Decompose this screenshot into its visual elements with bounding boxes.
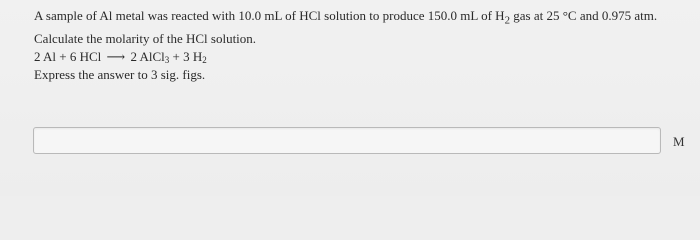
h2-subscript: 2 xyxy=(504,14,510,27)
question-text-line xyxy=(34,7,690,30)
h2-subscript: 2 xyxy=(202,54,207,65)
question-text-part: A sample of Al metal was reacted with 10.0 mL of HCl solution to produce 150.0 mL of H xyxy=(34,8,505,23)
question-prompt xyxy=(34,7,690,84)
answer-row xyxy=(33,127,693,158)
question-text-part: gas at 25 °C and 0.975 atm. xyxy=(510,8,658,23)
answer-instruction: Express the answer to 3 sig. figs. xyxy=(34,66,206,82)
reaction-arrow-icon: ⟶ xyxy=(106,48,126,64)
alcl3-subscript: 3 xyxy=(164,54,170,65)
chemical-equation xyxy=(34,48,690,66)
equation-product: + 3 H xyxy=(169,48,203,64)
question-task: Calculate the molarity of the HCl solution. xyxy=(34,30,257,46)
unit-label: M xyxy=(673,134,685,149)
answer-input[interactable] xyxy=(33,127,661,154)
equation-reactants: 2 Al + 6 HCl xyxy=(34,48,102,64)
equation-product: 2 AlCl xyxy=(130,48,165,64)
